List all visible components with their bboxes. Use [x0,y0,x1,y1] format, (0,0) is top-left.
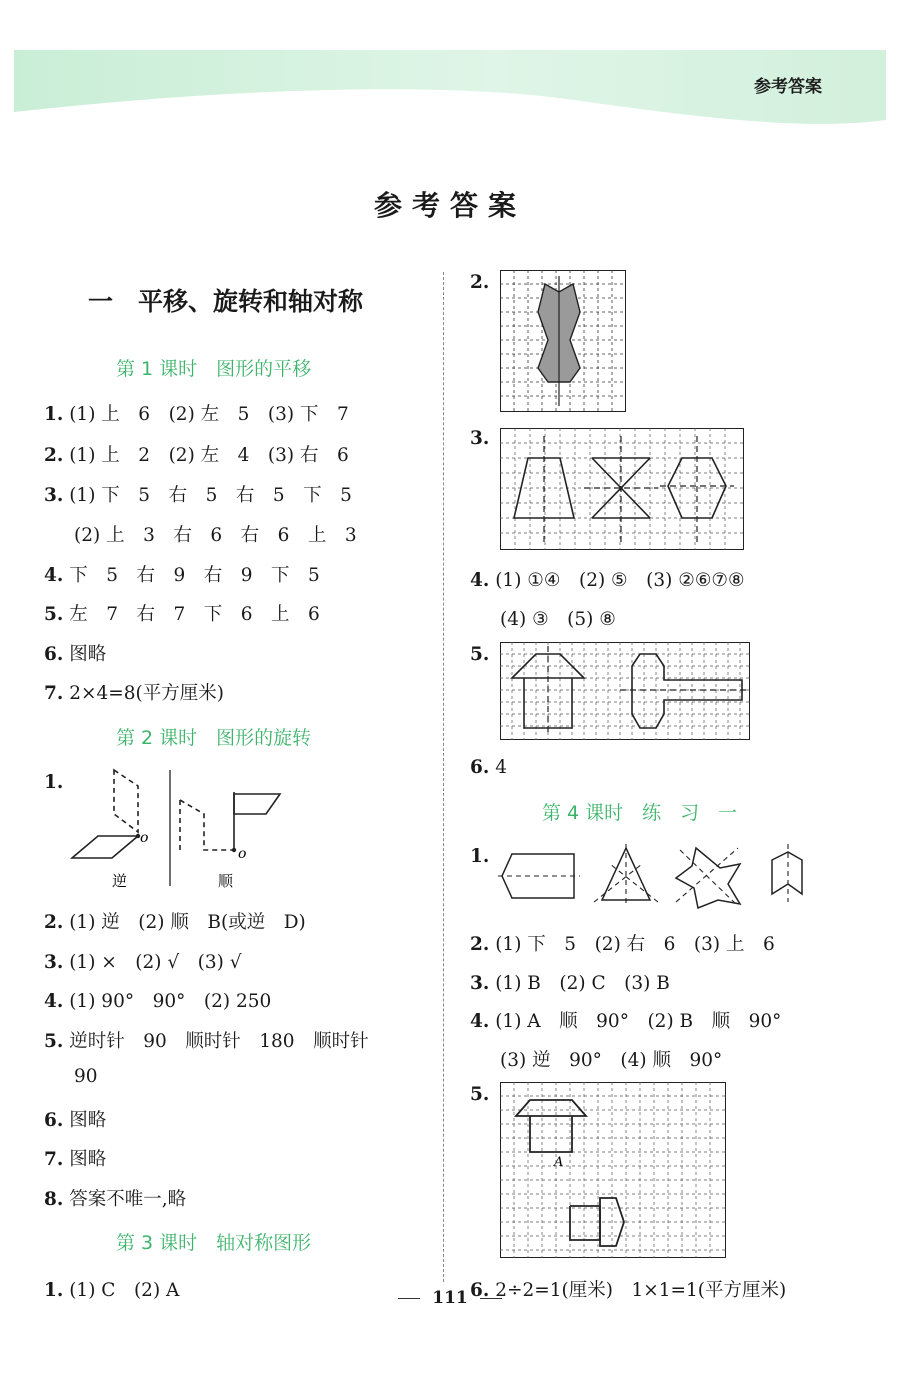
answer-line: 8. 答案不唯一,略 [44,1189,187,1210]
label-cw: 顺 [218,872,234,890]
point-o-label: o [238,846,247,862]
chapter-title: 一 平移、旋转和轴对称 [88,287,364,316]
label-ccw: 逆 [112,872,128,890]
answer-line: 4. (1) A 顺 90° (2) B 顺 90° [470,1011,782,1032]
answer-line: 7. 图略 [44,1149,107,1170]
answer-line: 3. (1) B (2) C (3) B [470,973,670,994]
point-a-label: A [554,1155,564,1170]
question-number: 5. [470,644,490,665]
house-key-figure [500,642,750,740]
page-title: 参考答案 [373,189,526,222]
answer-line: 4. 下 5 右 9 右 9 下 5 [44,565,320,586]
house-translation-figure [500,1082,726,1258]
answer-line: 3. (1) × (2) √ (3) √ [44,952,242,973]
lesson-title-3: 第 3 课时 轴对称图形 [116,1232,312,1254]
answer-line: 1. (1) C (2) A [44,1280,180,1301]
answer-line: 6. 4 [470,757,507,778]
answer-line: 90 [74,1066,98,1087]
lesson-title-1: 第 1 课时 图形的平移 [116,358,312,380]
question-number: 2. [470,272,490,293]
symmetry-grid-figure [500,270,626,412]
answer-line: 4. (1) 90° 90° (2) 250 [44,991,272,1012]
question-number: 1. [470,846,490,867]
header-section-label: 参考答案 [754,77,822,97]
symmetric-shapes-figure [498,840,818,912]
answer-line: 6. 图略 [44,644,107,665]
answer-line: (4) ③ (5) ⑧ [500,609,616,630]
page-number: 111 [0,1288,900,1308]
answer-line: 3. (1) 下 5 右 5 右 5 下 5 [44,485,352,506]
answer-line: 5. 逆时针 90 顺时针 180 顺时针 [44,1031,369,1052]
question-number: 1. [44,772,64,793]
answer-line: 4. (1) ①④ (2) ⑤ (3) ②⑥⑦⑧ [470,570,745,591]
answer-line: 5. 左 7 右 7 下 6 上 6 [44,604,320,625]
answer-line: 6. 2÷2=1(厘米) 1×1=1(平方厘米) [470,1280,787,1301]
answer-line: 2. (1) 下 5 (2) 右 6 (3) 上 6 [470,934,775,955]
question-number: 3. [470,428,490,449]
answer-line: 7. 2×4=8(平方厘米) [44,683,224,704]
point-o-label: o [140,830,149,846]
question-number: 5. [470,1084,490,1105]
lesson-title-2: 第 2 课时 图形的旋转 [116,727,312,749]
answer-line: 6. 图略 [44,1110,107,1131]
answer-line: (2) 上 3 右 6 右 6 上 3 [74,525,357,546]
lesson-title-4: 第 4 课时 练 习 一 [542,802,738,824]
axis-figures [500,428,744,550]
rotation-figure [60,762,300,892]
answer-line: 1. (1) 上 6 (2) 左 5 (3) 下 7 [44,404,349,425]
answer-line: 2. (1) 上 2 (2) 左 4 (3) 右 6 [44,445,349,466]
column-divider [443,272,444,1282]
answer-line: (3) 逆 90° (4) 顺 90° [500,1050,723,1071]
answer-line: 2. (1) 逆 (2) 顺 B(或逆 D) [44,912,306,933]
